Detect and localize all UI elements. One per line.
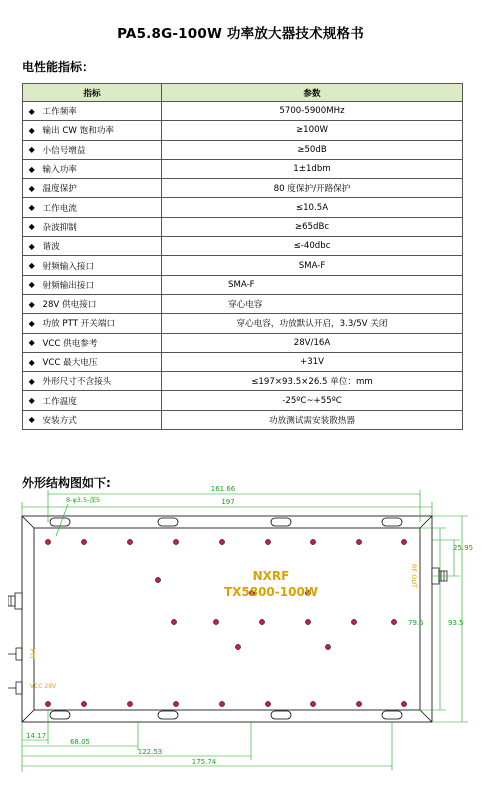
spec-value: ≥100W — [162, 121, 463, 140]
table-row — [23, 314, 463, 333]
screw-hole — [310, 701, 315, 706]
bullet-icon: ◆ — [23, 352, 41, 371]
table-row — [23, 159, 463, 178]
spec-name: VCC 供电参考 — [41, 333, 162, 352]
table-row — [23, 217, 463, 236]
spec-value: 5700-5900MHz — [162, 102, 463, 121]
dim-top-outer: 161.66 — [210, 485, 236, 493]
spec-value: SMA-F — [162, 275, 463, 294]
spec-name: 功放 PTT 开关端口 — [41, 314, 162, 333]
spec-name: 输入功率 — [41, 159, 162, 178]
bullet-icon: ◆ — [23, 159, 41, 178]
table-header-row — [23, 84, 463, 102]
spec-value: 1±1dbm — [162, 159, 463, 178]
mounting-slot — [271, 711, 291, 719]
bullet-icon: ◆ — [23, 121, 41, 140]
dim-right-small: 25.95 — [453, 544, 474, 552]
table-row — [23, 391, 463, 410]
screw-hole — [259, 619, 264, 624]
table-row — [23, 198, 463, 217]
vcc-label: VCC 28V — [30, 683, 57, 690]
screw-hole — [213, 619, 218, 624]
spec-name: 工作频率 — [41, 102, 162, 121]
table-row — [23, 140, 463, 159]
table-row — [23, 121, 463, 140]
screw-hole — [235, 644, 240, 649]
table-row — [23, 333, 463, 352]
bullet-icon: ◆ — [23, 256, 41, 275]
spec-value: ≤10.5A — [162, 198, 463, 217]
table-row — [23, 256, 463, 275]
screw-hole — [127, 701, 132, 706]
spec-value: 穿心电容 — [162, 294, 463, 313]
screw-hole — [81, 701, 86, 706]
dim-top-total: 197 — [221, 498, 235, 506]
table-row — [23, 275, 463, 294]
spec-value: 80 度保护/开路保护 — [162, 179, 463, 198]
screw-hole — [325, 644, 330, 649]
mounting-slot — [271, 518, 291, 526]
dim-bottom-2: 68.05 — [69, 738, 91, 746]
table-row — [23, 179, 463, 198]
spec-name: 输出 CW 饱和功率 — [41, 121, 162, 140]
brand-label: NXRF — [252, 569, 290, 583]
dim-bottom-4: 175.74 — [191, 758, 217, 766]
header-parameter: 参数 — [162, 84, 463, 102]
bullet-icon: ◆ — [23, 410, 41, 429]
screw-hole — [171, 619, 176, 624]
housing-outline — [22, 516, 432, 722]
bullet-icon: ◆ — [23, 314, 41, 333]
screw-hole — [155, 577, 160, 582]
outline-drawing — [8, 482, 478, 798]
table-row — [23, 410, 463, 429]
spec-value: 28V/16A — [162, 333, 463, 352]
mounting-slots — [50, 518, 402, 719]
vcc-pin — [8, 682, 22, 694]
bullet-icon: ◆ — [23, 179, 41, 198]
section-heading-drawing: 外形结构图如下: — [22, 476, 111, 490]
dimension-lines — [22, 490, 468, 772]
bullet-icon: ◆ — [23, 333, 41, 352]
spec-value: +31V — [162, 352, 463, 371]
dim-bottom-1: 14.17 — [26, 732, 47, 740]
spec-name: 射频输入接口 — [41, 256, 162, 275]
spec-value: ≤-40dbc — [162, 237, 463, 256]
spec-value: ≥50dB — [162, 140, 463, 159]
bullet-icon: ◆ — [23, 275, 41, 294]
screw-hole — [265, 701, 270, 706]
dim-hole-note: 8-φ3.5-深5 — [66, 496, 101, 504]
mounting-slot — [158, 518, 178, 526]
dim-bottom-3: 122.53 — [137, 748, 163, 756]
mounting-slot — [382, 518, 402, 526]
bullet-icon: ◆ — [23, 372, 41, 391]
model-label: TX5800-100W — [223, 585, 319, 599]
bullet-icon: ◆ — [23, 294, 41, 313]
spec-name: 工作温度 — [41, 391, 162, 410]
screw-holes — [45, 539, 406, 706]
screw-hole — [351, 619, 356, 624]
spec-name: 温度保护 — [41, 179, 162, 198]
screw-hole — [219, 539, 224, 544]
spec-value: -25ºC~+55ºC — [162, 391, 463, 410]
table-row — [23, 102, 463, 121]
spec-name: 谐波 — [41, 237, 162, 256]
rf-out-label: RF OUT — [410, 563, 418, 589]
screw-hole — [391, 619, 396, 624]
spec-value: ≤197×93.5×26.5 单位：mm — [162, 372, 463, 391]
spec-value: 穿心电容，功放默认开启，3.3/5V 关闭 — [162, 314, 463, 333]
screw-hole — [401, 539, 406, 544]
spec-name: 28V 供电接口 — [41, 294, 162, 313]
spec-name: 小信号增益 — [41, 140, 162, 159]
mounting-slot — [382, 711, 402, 719]
table-row — [23, 294, 463, 313]
screw-hole — [356, 539, 361, 544]
section-heading-electrical: 电性能指标： — [22, 60, 95, 74]
table-row — [23, 237, 463, 256]
rf-in-connector — [8, 593, 22, 609]
ptt-pin — [8, 648, 22, 660]
screw-hole — [173, 701, 178, 706]
screw-hole — [173, 539, 178, 544]
bullet-icon: ◆ — [23, 237, 41, 256]
bullet-icon: ◆ — [23, 198, 41, 217]
table-row — [23, 352, 463, 371]
screw-hole — [81, 539, 86, 544]
spec-name: VCC 最大电压 — [41, 352, 162, 371]
screw-hole — [401, 701, 406, 706]
spec-table — [22, 83, 463, 430]
screw-hole — [45, 539, 50, 544]
bullet-icon: ◆ — [23, 140, 41, 159]
screw-hole — [310, 539, 315, 544]
spec-value: ≥65dBc — [162, 217, 463, 236]
spec-value: SMA-F — [162, 256, 463, 275]
mounting-slot — [158, 711, 178, 719]
bullet-icon: ◆ — [23, 102, 41, 121]
spec-name: 工作电流 — [41, 198, 162, 217]
dim-right-inner: 79.5 — [408, 619, 424, 627]
table-row — [23, 372, 463, 391]
spec-name: 杂波抑制 — [41, 217, 162, 236]
spec-name: 外形尺寸不含接头 — [41, 372, 162, 391]
screw-hole — [219, 701, 224, 706]
ptt-label: PTT — [28, 648, 35, 660]
spec-name: 射频输出接口 — [41, 275, 162, 294]
bullet-icon: ◆ — [23, 391, 41, 410]
bullet-icon: ◆ — [23, 217, 41, 236]
screw-hole — [305, 619, 310, 624]
screw-hole — [127, 539, 132, 544]
spec-name: 安装方式 — [41, 410, 162, 429]
dim-right-total: 93.5 — [448, 619, 464, 627]
screw-hole — [265, 539, 270, 544]
screw-hole — [356, 701, 361, 706]
mounting-slot — [50, 711, 70, 719]
header-indicator: 指标 — [23, 84, 162, 102]
page-title: PA5.8G-100W 功率放大器技术规格书 — [117, 26, 364, 42]
spec-value: 功放测试需安装散热器 — [162, 410, 463, 429]
screw-hole — [45, 701, 50, 706]
